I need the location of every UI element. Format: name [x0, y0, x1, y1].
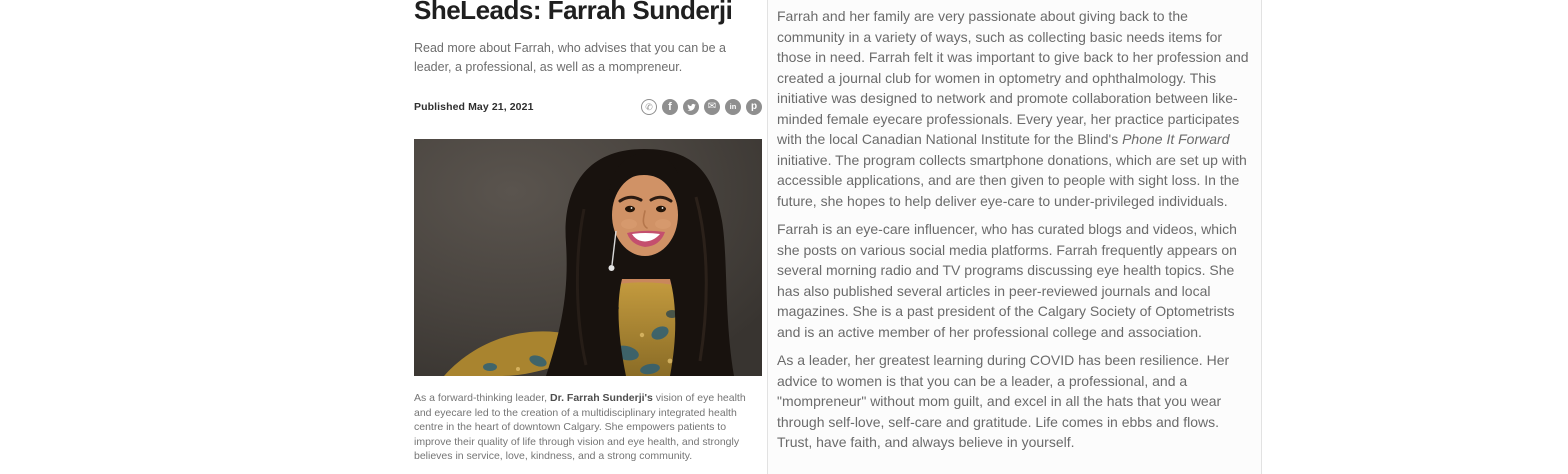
caption-bold-name: Dr. Farrah Sunderji's [550, 392, 653, 404]
paragraph-1-text: Farrah and her family are very passionate about giving back to the community in a variety of ways, such as collecting basic needs items for those in need. Farrah felt it was important to give back to her profession and created a journal club for women in optometry and ophthalmology. This initiative was designed to network and promote collaboration between like-minded female eyecare professionals. Every year, her practice participates with the local Canadian National Institute for the Blind's [777, 8, 1249, 147]
article-body-column [767, 0, 1262, 474]
caption-prefix: As a forward-thinking leader, [414, 392, 550, 404]
caption-suffix: vision of eye health and eyecare led to the creation of a multidisciplinary integrated health centre in the heart of downtown Calgary. She empowers patients to improve their quality of life through vision and eye health, and strongly believes in service, love, kindness, and a strong community. [414, 392, 746, 463]
article-paragraph-3: As a leader, her greatest learning during COVID has been resilience. Her advice to women is that you can be a leader, a professional, and a "mompreneur" without mom guilt, and excel in all the hats that you wear through self-love, self-care and gratitude. Life comes in ebbs and flows. Trust, have faith, and always believe in yourself. [777, 352, 1230, 450]
linkedin-icon[interactable]: in [725, 99, 741, 115]
pinterest-icon[interactable]: p [746, 99, 762, 115]
article-paragraph-1 [777, 6, 1252, 211]
twitter-icon[interactable] [683, 99, 699, 115]
email-icon[interactable]: ✉ [704, 99, 720, 115]
facebook-icon[interactable]: f [662, 99, 678, 115]
photo-caption [414, 391, 762, 464]
article-subtitle: Read more about Farrah, who advises that you can be a leader, a professional, as well as a mompreneur. [414, 41, 726, 74]
paragraph-1-italic: Phone It Forward [1122, 131, 1230, 147]
published-date: Published May 21, 2021 [414, 101, 534, 113]
article-header-column [414, 0, 762, 464]
paragraph-1-text-after: initiative. The program collects smartphone donations, which are set up with accessible applications, and are then given to people with sight loss. In the future, she hopes to help deliver eye-care to under-privileged individuals. [777, 151, 1247, 209]
page-title: SheLeads: Farrah Sunderji [414, 0, 733, 25]
share-icons [641, 99, 762, 115]
article-paragraph-2: Farrah is an eye-care influencer, who has curated blogs and videos, which she posts on various social media platforms. Farrah frequently appears on several morning radio and TV programs discussing eye health topics. She has also published several articles in peer-reviewed journals and local magazines. She is a past president of the Calgary Society of Optometrists and is an active member of her professional college and association. [777, 221, 1237, 340]
portrait-photo-illustration [414, 139, 762, 376]
whatsapp-icon[interactable]: ✆ [641, 99, 657, 115]
article-photo [414, 139, 762, 376]
publish-row [414, 99, 762, 115]
